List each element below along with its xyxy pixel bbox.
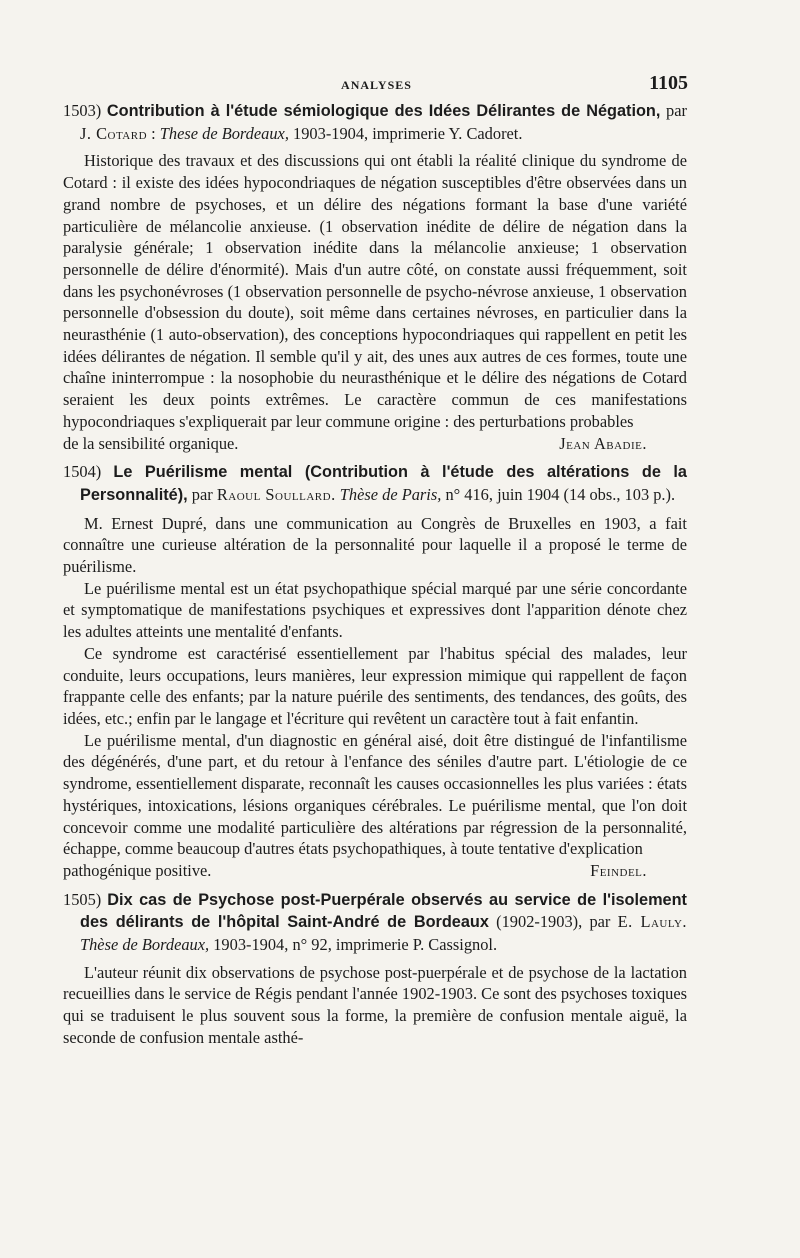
review-entry — [63, 889, 687, 1049]
review-entry — [63, 461, 687, 881]
thesis-source: Thèse de Paris, — [339, 484, 442, 504]
entry-author: E. Lauly. — [617, 912, 687, 932]
entry-author: Raoul Soullard. — [216, 484, 336, 504]
by-word: par — [191, 484, 213, 504]
by-word: par — [666, 101, 687, 120]
entry-heading — [63, 461, 687, 506]
review-entry — [63, 100, 687, 454]
entry-number: 1505) — [63, 889, 102, 909]
publication-info: 1903-1904, n° 92, imprimerie P. Cassignol. — [213, 935, 498, 955]
entry-paragraph: Ce syndrome est caractérisé essentiellement par l'habitus spécial des malades, leur conduite, leurs occupations, leurs manières, leur expression mimique qui rappellent de façon frappante celle des enfants; par la nature puérile des sentiments, des tendances, des goûts, des idées, etc.; enfin par le langage et l'écriture qui revêtent un caractère tout à fait enfantin. — [63, 643, 687, 728]
by-word: par — [589, 912, 611, 932]
last-line-text: de la sensibilité organique. — [63, 433, 239, 453]
entry-title: Contribution à l'étude sémiologique des Idées Délirantes de Négation, — [106, 102, 661, 120]
thesis-source: These de Bordeaux, — [159, 123, 289, 143]
signature-line — [63, 860, 687, 882]
paragraph-text: Historique des travaux et des discussions qui ont établi la réalité clinique du syndrome de Cotard : il existe des idées hypocondriaques de négation susceptibles d'être observées dans un grand nombre de psychoses, et un délire des négations formant la base d'une variété particulière de mélancolie anxieuse. (1 observation inédite de délire de négation dans la paralysie générale; 1 observation inédite dans la mélancolie anxieuse; 1 observation personnelle de délire d'énormité). Mais d'un autre côté, on constate aussi fréquemment, soit dans les psychonévroses (1 observation personnelle de psycho-névrose anxieuse, 1 observation personnelle d'obsession du doute), soit même dans certaines névroses, en particulier dans la neurasthénie (1 auto-observation), des conceptions hypocondriaques qui rappellent en petit les idées délirantes de négation. Il semble qu'il y ait, des unes aux autres de ces formes, toute une chaîne ininterrompue : la nosophobie du neurasthénique et le délire des négations de Cotard seraient les deux points extrêmes. Le caractère commun de ces manifestations hypocondriaques s'expliquerait par leur commune origine : des perturbations probables — [63, 151, 687, 431]
entry-paragraph: Le puérilisme mental est un état psychopathique spécial marqué par une série concordante et symptomatique de manifestations psychiques et expressives dont l'apparition dénote chez les adultes atteints une mentalité d'enfants. — [63, 578, 687, 642]
colon: : — [151, 123, 156, 143]
reviewer-signature: Jean Abadie. — [559, 433, 647, 453]
entry-title: Le Puérilisme mental (Contribution à l'étude des altérations de la Personnalité), — [80, 463, 687, 504]
running-title: ANALYSES — [341, 78, 412, 92]
entry-paragraph: L'auteur réunit dix observations de psychose post-puerpérale et de psychose de la lactation recueillies dans le service de Régis pendant l'année 1902-1903. Ce sont des psychoses toxiques qui se traduisent le plus souvent sous la forme, la première de confusion mentale aiguë, la seconde de confusion mentale asthé- — [63, 962, 687, 1047]
publication-info: 1903-1904, imprimerie Y. Cadoret. — [293, 123, 523, 143]
entry-number: 1503) — [63, 101, 102, 120]
entry-title: Dix cas de Psychose post-Puerpérale observés au service de l'isolement des délirants de l'hôpital Saint-André de Bordeaux — [80, 890, 687, 932]
paragraph-text: Le puérilisme mental, d'un diagnostic en général aisé, doit être distingué de l'infantilisme des dégénérés, d'une part, et du retour à l'enfance des séniles d'autre part. L'étiologie de ce syndrome, essentiellement disparate, reconnaît les causes occasionnelles les plus variées : états hystériques, intoxications, lésions organiques cérébrales. Le puérilisme mental, que l'on doit concevoir comme une modalité particulière des altérations par régression de la personnalité, échappe, comme beaucoup d'autres états psychopathiques, à toute tentative d'explication — [63, 730, 687, 859]
entry-author: J. Cotard — [80, 123, 148, 143]
entry-paragraph: M. Ernest Dupré, dans une communication au Congrès de Bruxelles en 1903, a fait connaître une curieuse altération de la personnalité pour laquelle il a proposé le terme de puérilisme. — [63, 513, 687, 577]
publication-info: n° 416, juin 1904 (14 obs., 103 p.). — [445, 484, 676, 504]
entry-heading — [63, 889, 687, 956]
page-content — [63, 100, 687, 1049]
entry-paragraph — [63, 730, 687, 882]
date-range: (1902-1903), — [496, 912, 583, 932]
last-line-text: pathogénique positive. — [63, 860, 212, 880]
reviewer-signature: Feindel. — [590, 860, 647, 880]
page-number: 1105 — [649, 72, 688, 94]
entry-heading — [63, 100, 687, 144]
signature-line — [63, 433, 687, 455]
running-head — [65, 72, 688, 96]
thesis-source: Thèse de Bordeaux, — [80, 935, 210, 955]
entry-paragraph — [63, 150, 687, 454]
entry-number: 1504) — [63, 462, 102, 482]
